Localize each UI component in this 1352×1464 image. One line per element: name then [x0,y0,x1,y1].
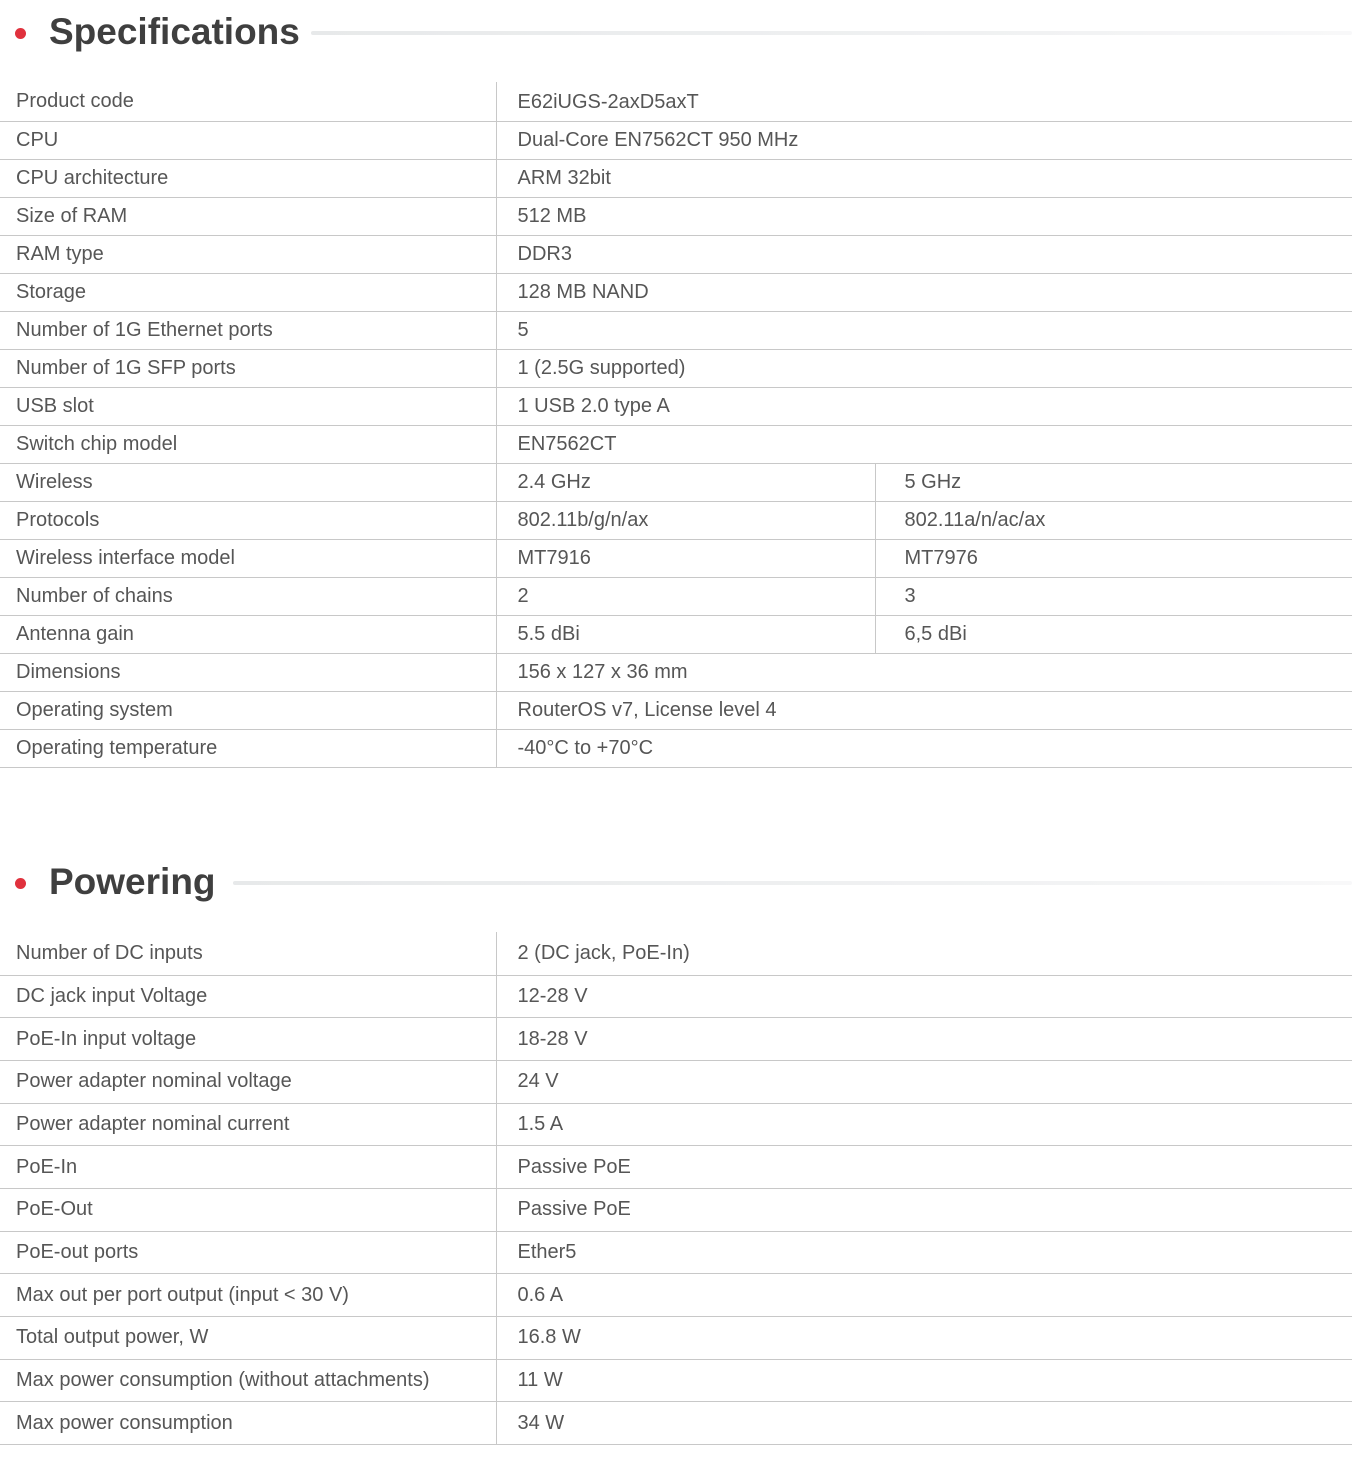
spec-label: Wireless [0,463,496,501]
table-row [0,121,1352,159]
spec-value: 156 x 127 x 36 mm [496,653,1352,691]
spec-label: Size of RAM [0,197,496,235]
table-row [0,387,1352,425]
spec-label: Wireless interface model [0,539,496,577]
table-row [0,311,1352,349]
table-row [0,273,1352,311]
spec-value: 24 V [496,1060,1352,1103]
powering-header [0,850,1352,910]
spec-label: PoE-Out [0,1188,496,1231]
powering-table [0,932,1352,1445]
spec-label: PoE-In input voltage [0,1018,496,1061]
spec-value: 1 (2.5G supported) [496,349,1352,387]
table-row [0,159,1352,197]
spec-value: Passive PoE [496,1188,1352,1231]
spec-label: PoE-In [0,1146,496,1189]
spec-value-5ghz: 802.11a/n/ac/ax [875,501,1352,539]
spec-label: Antenna gain [0,615,496,653]
spec-value: Passive PoE [496,1146,1352,1189]
table-row [0,691,1352,729]
table-row [0,653,1352,691]
spec-value-5ghz: MT7976 [875,539,1352,577]
spec-label: Number of chains [0,577,496,615]
spec-value-5ghz: 6,5 dBi [875,615,1352,653]
spec-label: Protocols [0,501,496,539]
spec-value: RouterOS v7, License level 4 [496,691,1352,729]
spec-label: RAM type [0,235,496,273]
table-row [0,1018,1352,1061]
table-row [0,975,1352,1018]
spec-label: Operating system [0,691,496,729]
spec-label: Number of 1G Ethernet ports [0,311,496,349]
spec-label: Switch chip model [0,425,496,463]
bullet-icon [15,28,26,39]
spec-label: DC jack input Voltage [0,975,496,1018]
table-row [0,615,1352,653]
spec-label: USB slot [0,387,496,425]
table-row [0,932,1352,975]
table-row [0,1317,1352,1360]
spec-value: DDR3 [496,235,1352,273]
powering-section [0,850,1352,910]
spec-value: 2 (DC jack, PoE-In) [496,932,1352,975]
table-row [0,1231,1352,1274]
powering-title: Powering [49,861,216,902]
spec-label: Storage [0,273,496,311]
spec-value: 1.5 A [496,1103,1352,1146]
table-row [0,463,1352,501]
table-row [0,1274,1352,1317]
spec-value: 512 MB [496,197,1352,235]
table-row [0,349,1352,387]
specifications-header [0,0,1352,60]
table-row [0,235,1352,273]
table-row [0,501,1352,539]
table-row [0,1359,1352,1402]
spec-label: Power adapter nominal voltage [0,1060,496,1103]
specifications-title: Specifications [49,11,300,52]
spec-label: Number of 1G SFP ports [0,349,496,387]
spec-label: PoE-out ports [0,1231,496,1274]
spec-value: 128 MB NAND [496,273,1352,311]
spec-value: 11 W [496,1359,1352,1402]
spec-value: 2.4 GHz [496,463,875,501]
spec-value: 0.6 A [496,1274,1352,1317]
spec-value: Dual-Core EN7562CT 950 MHz [496,121,1352,159]
header-divider [233,881,1352,885]
table-row [0,197,1352,235]
spec-value: -40°C to +70°C [496,729,1352,767]
spec-label: CPU [0,121,496,159]
spec-label: Max power consumption [0,1402,496,1445]
spec-value: 5 [496,311,1352,349]
spec-value: 802.11b/g/n/ax [496,501,875,539]
spec-value-5ghz: 3 [875,577,1352,615]
table-row [0,1060,1352,1103]
spec-label: Operating temperature [0,729,496,767]
spec-value: 16.8 W [496,1317,1352,1360]
spec-value: 5.5 dBi [496,615,875,653]
table-row [0,577,1352,615]
spec-value: Ether5 [496,1231,1352,1274]
spec-value: ARM 32bit [496,159,1352,197]
spec-value: 18-28 V [496,1018,1352,1061]
spec-label: Product code [0,82,496,121]
table-row [0,82,1352,121]
table-row [0,1146,1352,1189]
bullet-icon [15,878,26,889]
table-row [0,729,1352,767]
spec-value: MT7916 [496,539,875,577]
spec-label: Total output power, W [0,1317,496,1360]
spec-value: E62iUGS-2axD5axT [496,82,1352,121]
specifications-section [0,0,1352,60]
spec-label: Dimensions [0,653,496,691]
table-row [0,1402,1352,1445]
specifications-table [0,82,1352,768]
spec-value: 34 W [496,1402,1352,1445]
spec-value: 1 USB 2.0 type A [496,387,1352,425]
spec-label: Max power consumption (without attachments) [0,1359,496,1402]
spec-label: Power adapter nominal current [0,1103,496,1146]
spec-value: 12-28 V [496,975,1352,1018]
spec-value: EN7562CT [496,425,1352,463]
table-row [0,539,1352,577]
table-row [0,425,1352,463]
table-row [0,1188,1352,1231]
spec-label: CPU architecture [0,159,496,197]
spec-value-5ghz: 5 GHz [875,463,1352,501]
table-row [0,1103,1352,1146]
spec-label: Max out per port output (input < 30 V) [0,1274,496,1317]
spec-value: 2 [496,577,875,615]
spec-label: Number of DC inputs [0,932,496,975]
header-divider [311,31,1352,35]
